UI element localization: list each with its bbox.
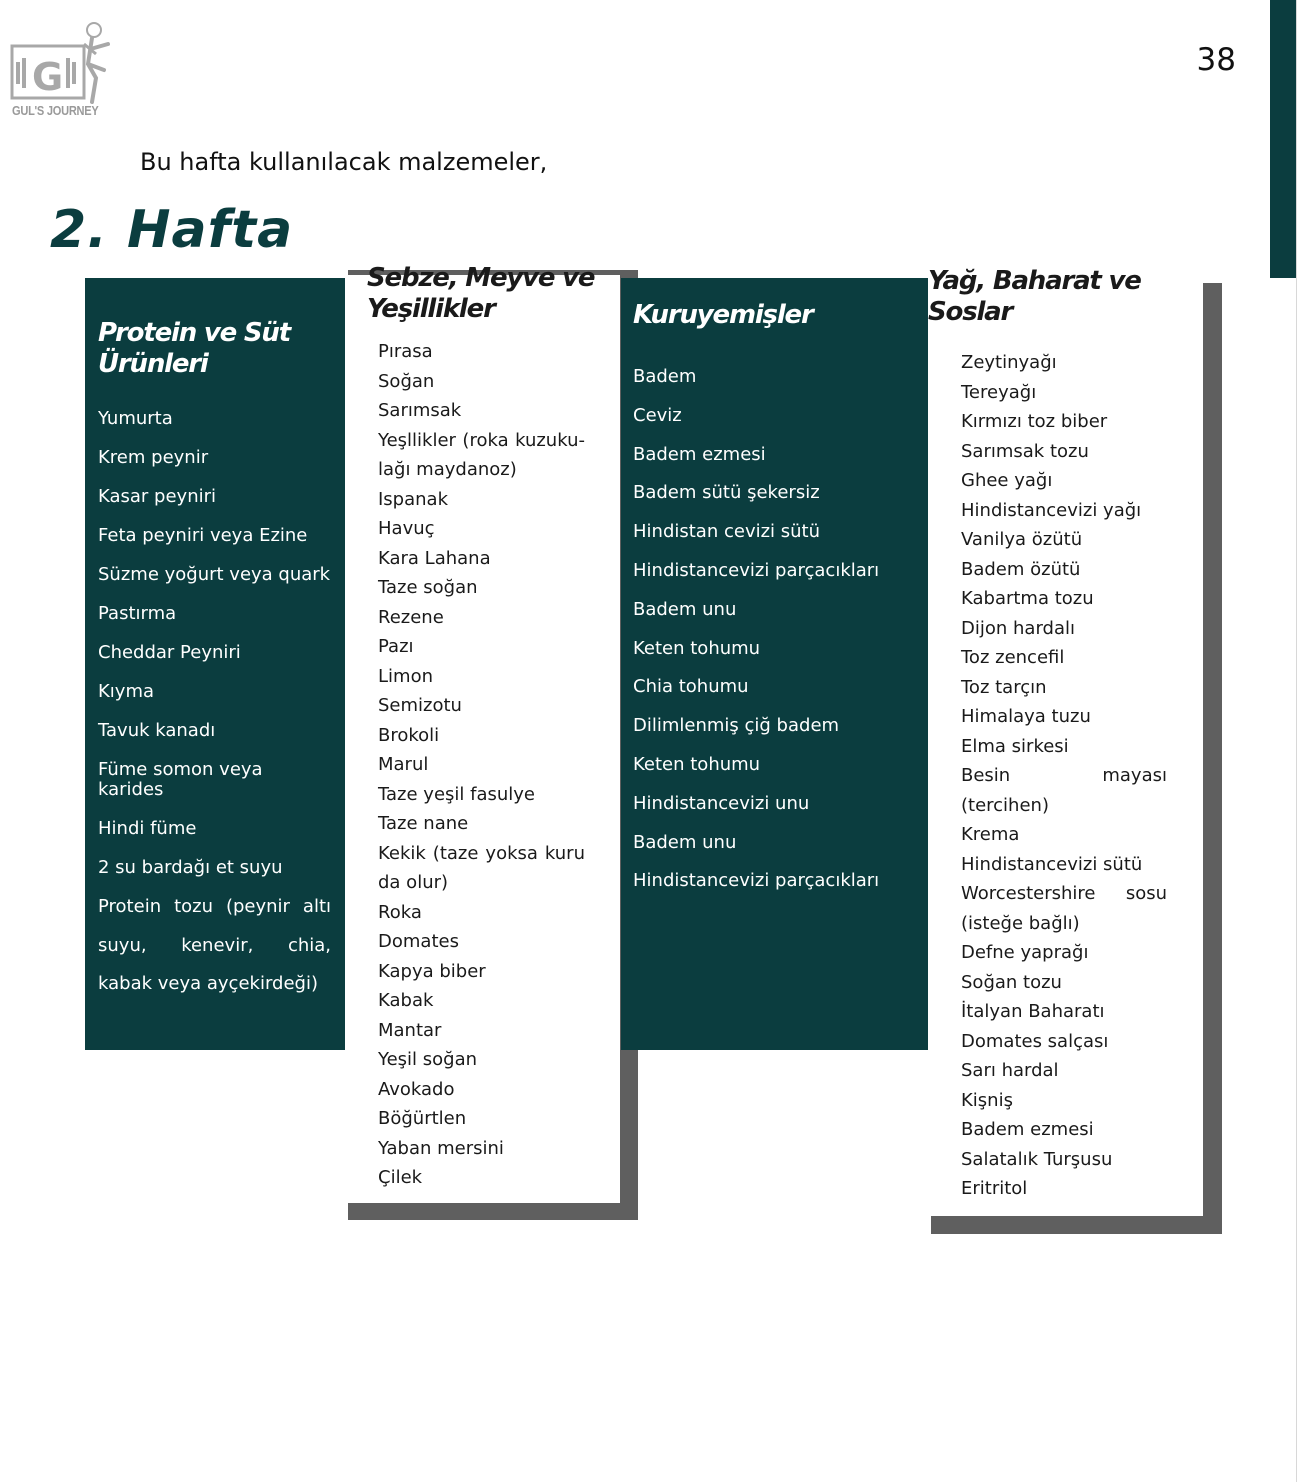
list-item: Badem (633, 366, 697, 387)
list-item: Defne yaprağı (961, 942, 1089, 963)
list-item: Hindistancevizi yağı (961, 499, 1142, 521)
list-item: Hindi füme (98, 818, 197, 839)
list-item: Kabartma tozu (961, 588, 1094, 609)
list-item: Hindistancevizi parçacıkları (633, 870, 880, 892)
list-item: Tereyağı (961, 381, 1037, 403)
list-item: Kabak (378, 990, 434, 1011)
list-item: Semizotu (378, 695, 462, 716)
column-title-kuruyemis: Kuruyemişler (633, 300, 813, 330)
list-item: Worcestershire sosu (isteğe bağlı) (961, 883, 1167, 934)
list-item: Badem ezmesi (633, 443, 766, 465)
list-item: Dilimlenmiş çiğ badem (633, 715, 840, 737)
list-item: Krem peynir (98, 447, 209, 468)
list-item: Chia tohumu (633, 676, 749, 698)
column-yag (928, 266, 1203, 1216)
logo (8, 18, 118, 128)
list-item: Pırasa (378, 341, 433, 362)
list-item: 2 su bardağı et suyu (98, 857, 283, 878)
list-item: Feta peyniri veya Ezine (98, 525, 308, 546)
gul-journey-logo-icon (8, 18, 118, 108)
list-item: Sarımsak tozu (961, 440, 1089, 462)
column-title-sebze: Sebze, Meyve ve Yeşillikler (367, 263, 595, 324)
list-item: İtalyan Baharatı (961, 1001, 1105, 1022)
list-protein (98, 400, 331, 1004)
list-item: Cheddar Peyniri (98, 642, 241, 663)
list-item: Pastırma (98, 603, 177, 624)
list-item: Badem özütü (961, 558, 1081, 580)
list-item: Himalaya tuzu (961, 706, 1091, 727)
list-item: Badem ezmesi (961, 1119, 1094, 1140)
list-item: Protein tozu (peynir altı suyu, kenevir, chia, kabak veya ayçekirdeği) (98, 896, 331, 995)
list-item: Mantar (378, 1019, 442, 1041)
week-title: 2. Hafta (50, 200, 294, 260)
list-item: Yeşil soğan (378, 1049, 478, 1070)
list-item: Kişniş (961, 1089, 1013, 1111)
list-item: Tavuk kanadı (98, 720, 216, 741)
list-item: Avokado (378, 1078, 455, 1100)
list-item: Marul (378, 754, 429, 775)
list-item: Toz zencefil (961, 647, 1065, 668)
list-item: Kapya biber (378, 960, 486, 982)
list-kuruyemis (633, 359, 928, 902)
side-accent-bar (1270, 0, 1296, 278)
list-item: Limon (378, 665, 433, 687)
list-item: Badem sütü şekersiz (633, 482, 820, 504)
list-item: Hindistan cevizi sütü (633, 521, 821, 543)
list-item: Çilek (378, 1167, 423, 1188)
column-kuruyemis (621, 278, 928, 1050)
column-sebze (345, 263, 620, 1203)
list-item: Salatalık Turşusu (961, 1148, 1113, 1170)
column-title-protein: Protein ve Süt Ürünleri (98, 318, 290, 379)
list-yag (961, 348, 1167, 1204)
list-item: Sarımsak (378, 400, 462, 421)
list-item: Elma sirkesi (961, 735, 1069, 757)
list-item: Hindistancevizi parçacıkları (633, 559, 880, 581)
list-item: Toz tarçın (961, 676, 1047, 698)
list-item: Ceviz (633, 404, 682, 426)
list-item: Taze soğan (378, 577, 478, 598)
logo-text: GUL'S JOURNEY (12, 103, 99, 118)
list-item: Hindistancevizi sütü (961, 853, 1143, 875)
list-item: Havuç (378, 518, 435, 539)
column-title-yag: Yağ, Baharat ve Soslar (928, 266, 1141, 327)
column-protein (85, 278, 345, 1050)
list-item: Kara Lahana (378, 547, 491, 569)
list-item: Zeytinyağı (961, 352, 1057, 373)
list-item: Süzme yoğurt veya quark (98, 564, 331, 585)
page-edge-line (1296, 0, 1297, 1482)
list-item: Pazı (378, 636, 414, 657)
page-number: 38 (1196, 42, 1236, 78)
list-item: Brokoli (378, 724, 440, 746)
list-item: Füme somon veya karides (98, 759, 263, 800)
list-item: Kekik (taze yoksa kuru da olur) (378, 842, 585, 893)
list-item: Dijon hardalı (961, 617, 1075, 639)
list-item: Kıyma (98, 681, 155, 702)
list-item: Yumurta (98, 408, 173, 429)
list-item: Taze nane (378, 813, 469, 834)
list-item: Taze yeşil fasulye (378, 783, 535, 805)
list-item: Roka (378, 901, 422, 923)
list-item: Ispanak (378, 488, 449, 510)
list-item: Keten tohumu (633, 753, 761, 775)
list-item: Rezene (378, 606, 444, 628)
list-item: Yaban mersini (378, 1137, 504, 1159)
list-item: Ghee yağı (961, 470, 1053, 491)
list-item: Kasar peyniri (98, 486, 217, 507)
list-item: Vanilya özütü (961, 529, 1083, 550)
list-item: Yeşllikler (roka kuzuku-lağı maydanoz) (378, 429, 585, 480)
list-item: Soğan (378, 370, 435, 392)
list-item: Hindistancevizi unu (633, 792, 810, 814)
list-item: Keten tohumu (633, 637, 761, 659)
list-item: Eritritol (961, 1178, 1028, 1199)
list-item: Domates (378, 931, 459, 952)
list-sebze (378, 337, 585, 1193)
list-item: Domates salçası (961, 1030, 1109, 1052)
list-item: Kırmızı toz biber (961, 411, 1108, 432)
list-item: Badem unu (633, 598, 737, 620)
list-item: Sarı hardal (961, 1060, 1059, 1081)
list-item: Badem unu (633, 831, 737, 853)
intro-text: Bu hafta kullanılacak malzemeler, (140, 148, 548, 176)
list-item: Krema (961, 824, 1020, 845)
list-item: Besin mayası (tercihen) (961, 765, 1167, 816)
svg-text:G: G (32, 55, 64, 99)
list-item: Böğürtlen (378, 1108, 467, 1129)
list-item: Soğan tozu (961, 971, 1062, 993)
